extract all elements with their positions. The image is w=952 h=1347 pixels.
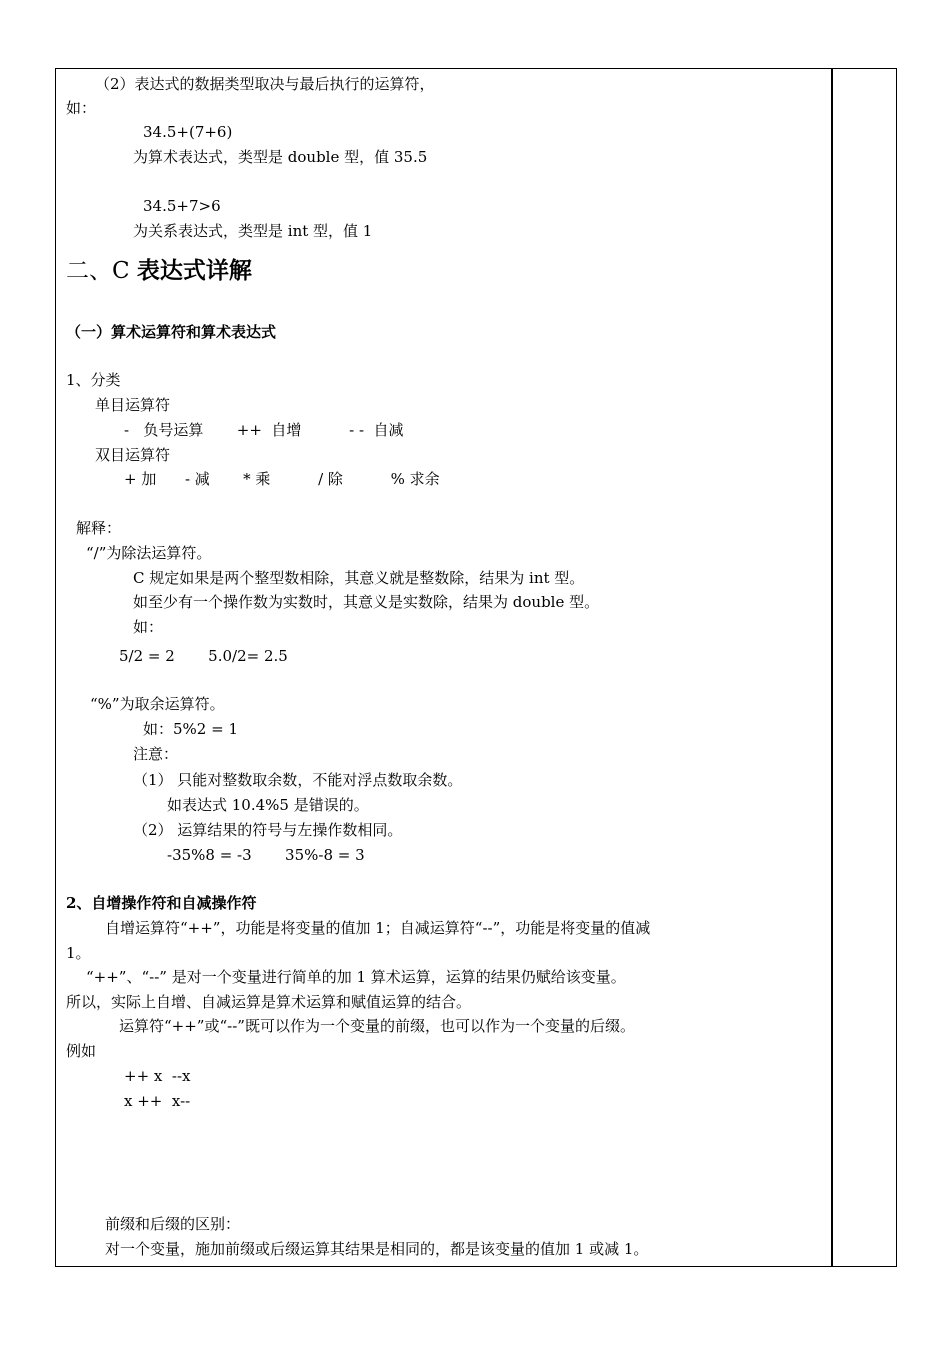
text-line: - 负号运算 ++ 自增 - - 自减 bbox=[124, 421, 404, 439]
section-heading-main: 表达式详解 bbox=[136, 257, 252, 284]
text-line: 单目运算符 bbox=[95, 396, 171, 414]
text-line: （2） 运算结果的符号与左操作数相同。 bbox=[133, 821, 403, 839]
subsection-heading: （一）算术运算符和算术表达式 bbox=[66, 323, 277, 341]
table-border bbox=[55, 68, 897, 1267]
text-line: 双目运算符 bbox=[95, 446, 171, 464]
text-line: “/”为除法运算符。 bbox=[86, 544, 212, 562]
text-line: 例如 bbox=[66, 1042, 97, 1060]
code-line: 34.5+(7+6) bbox=[143, 123, 233, 141]
text-line: 注意： bbox=[133, 745, 179, 763]
section-heading-prefix: 二、C bbox=[66, 258, 137, 284]
code-line: -35%8 = -3 35%-8 = 3 bbox=[167, 846, 365, 864]
column-divider bbox=[831, 68, 833, 1267]
text-line: 1。 bbox=[66, 944, 91, 962]
text-line: 对一个变量，施加前缀或后缀运算其结果是相同的，都是该变量的值加 1 或减 1。 bbox=[105, 1240, 649, 1258]
text-line: + 加 - 减 * 乘 / 除 % 求余 bbox=[124, 470, 440, 488]
text-line: 1、分类 bbox=[66, 371, 121, 389]
text-line: （2）表达式的数据类型取决与最后执行的运算符， bbox=[95, 75, 435, 93]
text-line: “%”为取余运算符。 bbox=[90, 695, 225, 713]
text-line: 所以，实际上自增、自减运算是算术运算和赋值运算的结合。 bbox=[66, 993, 472, 1011]
text-line: 如至少有一个操作数为实数时，其意义是实数除，结果为 double 型。 bbox=[133, 593, 600, 611]
subsection-heading: 2、自增操作符和自减操作符 bbox=[66, 894, 257, 912]
section-heading bbox=[66, 256, 252, 286]
text-line: 如表达式 10.4%5 是错误的。 bbox=[167, 796, 369, 814]
text-line: “++”、“--” 是对一个变量进行简单的加 1 算术运算，运算的结果仍赋给该变量。 bbox=[86, 968, 626, 986]
text-line: 解释： bbox=[76, 519, 122, 537]
text-line: 为算术表达式，类型是 double 型，值 35.5 bbox=[133, 148, 428, 166]
text-line: 如：5%2 = 1 bbox=[143, 720, 238, 738]
code-line: x ++ x-- bbox=[124, 1092, 191, 1110]
text-line: 为关系表达式，类型是 int 型，值 1 bbox=[133, 222, 373, 240]
code-line: 34.5+7>6 bbox=[143, 197, 221, 215]
code-line: 5/2 = 2 5.0/2= 2.5 bbox=[119, 647, 288, 665]
text-line: 如： bbox=[66, 99, 97, 117]
text-line: （1） 只能对整数取余数，不能对浮点数取余数。 bbox=[133, 771, 463, 789]
text-line: 如： bbox=[133, 618, 164, 636]
text-line: 运算符“++”或“--”既可以作为一个变量的前缀，也可以作为一个变量的后缀。 bbox=[119, 1017, 635, 1035]
text-line: 自增运算符“++”，功能是将变量的值加 1；自减运算符“--”，功能是将变量的值减 bbox=[105, 919, 651, 937]
text-line: 前缀和后缀的区别： bbox=[105, 1215, 241, 1233]
code-line: ++ x --x bbox=[124, 1067, 191, 1085]
text-line: C 规定如果是两个整型数相除，其意义就是整数除，结果为 int 型。 bbox=[133, 569, 585, 587]
